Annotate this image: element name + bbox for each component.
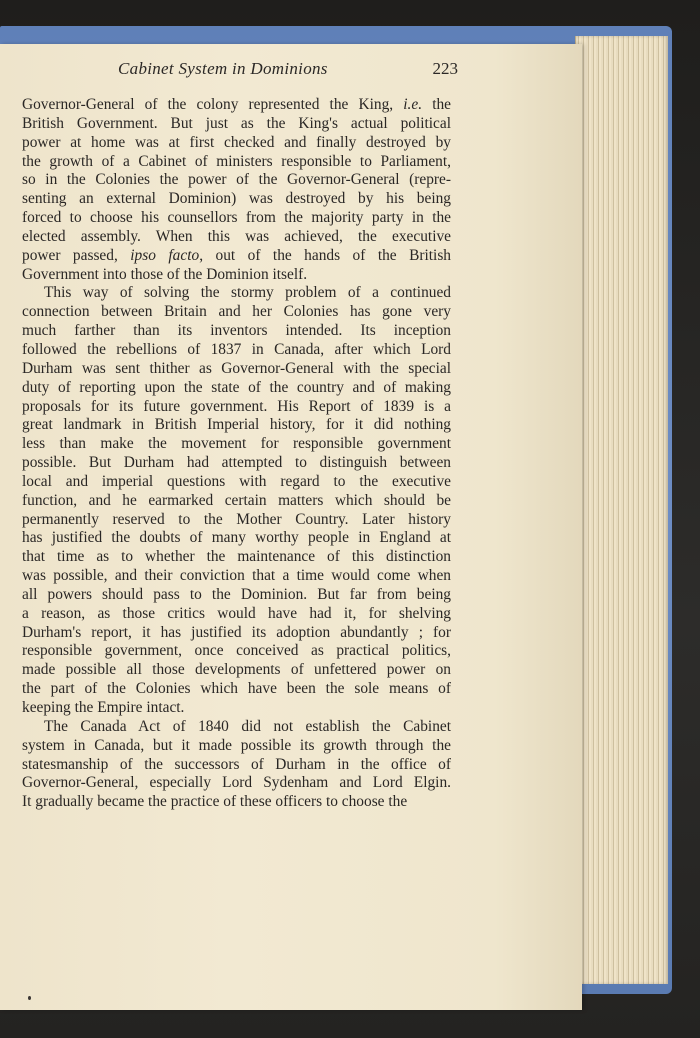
text-line xyxy=(22,435,451,454)
text-line xyxy=(22,398,451,417)
text-run: power at home was at first checked and finally destroyed by xyxy=(22,133,451,151)
text-line xyxy=(22,642,451,661)
text-run: , out of the hands of the British xyxy=(199,246,452,264)
text-run: Durham was sent thither as Governor-General with the special xyxy=(22,359,451,377)
text-line xyxy=(22,303,451,322)
body-text xyxy=(22,96,451,812)
text-line xyxy=(22,586,451,605)
text-line xyxy=(22,266,451,285)
text-run: the xyxy=(422,96,451,113)
text-run: less than make the movement for responsible government xyxy=(22,435,451,453)
page-edges xyxy=(575,36,668,984)
text-line xyxy=(22,567,451,586)
text-line xyxy=(22,624,451,643)
text-line xyxy=(22,605,451,624)
text-line xyxy=(22,793,451,812)
text-line xyxy=(22,511,451,530)
text-line xyxy=(22,454,451,473)
running-head: Cabinet System in Dominions xyxy=(118,59,328,78)
text-run: This way of solving the stormy problem of a continued xyxy=(44,284,451,302)
text-line xyxy=(22,209,451,228)
ink-speck xyxy=(28,996,31,1000)
text-line xyxy=(22,718,451,737)
text-run: British Government. But just as the King's actual political xyxy=(22,114,451,132)
text-run: power passed, xyxy=(22,246,131,264)
text-run: the growth of a Cabinet of ministers responsible to Parliament, xyxy=(22,152,451,170)
text-run: elected assembly. When this was achieved, the executive xyxy=(22,227,451,245)
text-line xyxy=(22,774,451,793)
text-run: followed the rebellions of 1837 in Canada, after which Lord xyxy=(22,340,451,358)
text-line xyxy=(22,529,451,548)
text-run: was possible, and their conviction that a time would come when xyxy=(22,567,451,585)
italic-phrase: ipso facto xyxy=(130,246,200,264)
text-line xyxy=(22,756,451,775)
text-run: proposals for its future government. His Report of 1839 is a xyxy=(22,397,451,415)
text-line xyxy=(22,228,451,247)
page-header xyxy=(118,59,458,83)
text-line xyxy=(22,680,451,699)
text-run: It gradually became the practice of these officers to choose the xyxy=(22,793,408,811)
text-line xyxy=(22,737,451,756)
text-line xyxy=(22,473,451,492)
text-line xyxy=(22,699,451,718)
text-run: Governor-General of the colony represented the King, xyxy=(22,96,404,113)
text-line xyxy=(22,492,451,511)
text-line xyxy=(22,341,451,360)
text-run: so in the Colonies the power of the Governor-General (repre- xyxy=(22,171,451,189)
text-run: permanently reserved to the Mother Country. Later history xyxy=(22,510,451,528)
text-run: senting an external Dominion) was destroyed by his being xyxy=(22,190,451,208)
text-run: The Canada Act of 1840 did not establish the Cabinet xyxy=(44,717,451,735)
text-run: has justified the doubts of many worthy people in England at xyxy=(22,529,451,547)
text-line xyxy=(22,247,451,266)
text-run: the part of the Colonies which have been the sole means of xyxy=(22,680,451,698)
text-line xyxy=(22,134,451,153)
text-line xyxy=(22,153,451,172)
text-line xyxy=(22,379,451,398)
text-run: great landmark in British Imperial history, for it did nothing xyxy=(22,416,451,434)
text-line xyxy=(22,171,451,190)
text-line xyxy=(22,190,451,209)
text-run: possible. But Durham had attempted to distinguish between xyxy=(22,454,451,472)
text-run: connection between Britain and her Colonies has gone very xyxy=(22,303,451,321)
text-line xyxy=(22,115,451,134)
text-line xyxy=(22,416,451,435)
text-line xyxy=(22,96,451,115)
text-line xyxy=(22,360,451,379)
text-run: system in Canada, but it made possible its growth through the xyxy=(22,736,451,754)
text-run: a reason, as those critics would have had it, for shelving xyxy=(22,604,451,622)
text-run: duty of reporting upon the state of the country and of making xyxy=(22,378,451,396)
text-run: statesmanship of the successors of Durham in the office of xyxy=(22,755,451,773)
text-run: that time as to whether the maintenance of this distinction xyxy=(22,548,451,566)
text-run: function, and he earmarked certain matters which should be xyxy=(22,491,451,509)
text-run: keeping the Empire intact. xyxy=(22,699,185,716)
italic-phrase: i.e. xyxy=(403,96,423,113)
text-run: Governor-General, especially Lord Sydenham and Lord Elgin. xyxy=(22,774,451,792)
text-line xyxy=(22,322,451,341)
text-line xyxy=(22,284,451,303)
text-run: made possible all those developments of unfettered power on xyxy=(22,661,451,679)
page-number: 223 xyxy=(432,59,458,78)
text-run: local and imperial questions with regard to the executive xyxy=(22,472,451,490)
text-line xyxy=(22,661,451,680)
text-run: forced to choose his counsellors from the majority party in the xyxy=(22,209,451,227)
text-run: responsible government, once conceived as practical politics, xyxy=(22,642,451,660)
text-run: Durham's report, it has justified its adoption abundantly ; for xyxy=(22,623,451,641)
text-run: all powers should pass to the Dominion. But far from being xyxy=(22,585,451,603)
text-run: much farther than its inventors intended. Its inception xyxy=(22,322,451,340)
text-run: Government into those of the Dominion itself. xyxy=(22,265,308,283)
text-line xyxy=(22,548,451,567)
